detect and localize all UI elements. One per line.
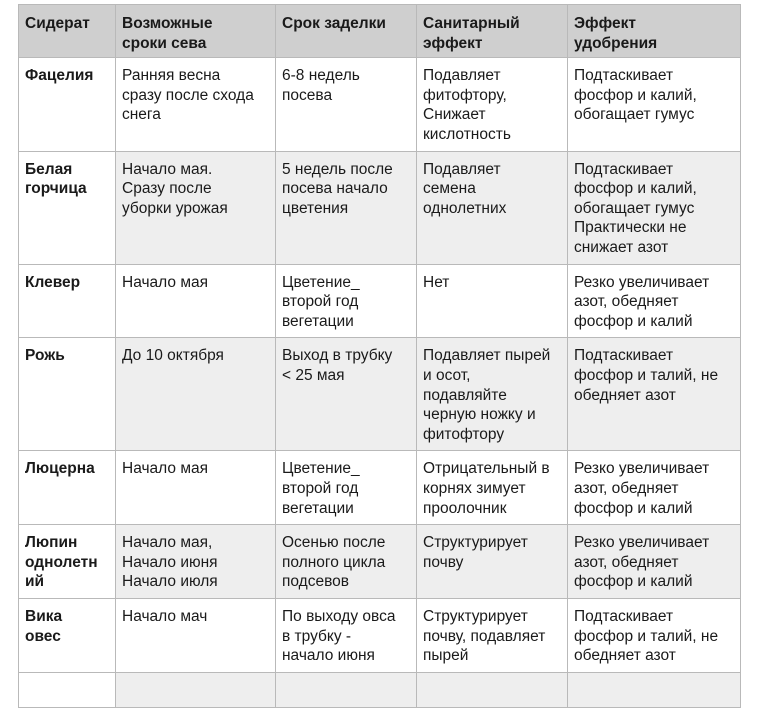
cell-incorporation: По выходу овса в трубку - начало июня <box>276 598 417 672</box>
cell-name: Люпин однолетн ий <box>19 525 116 599</box>
cell-fertilizer: Подтаскивает фосфор и калий, обогащает гумус Практически не снижает азот <box>568 151 741 264</box>
cell-fertilizer: Подтаскивает фосфор и калий, обогащает гумус <box>568 58 741 151</box>
header-sanitary-effect: Санитарный эффект <box>417 5 568 58</box>
cell-sanitary: Структурирует почву <box>417 525 568 599</box>
cell-sanitary: Нет <box>417 264 568 338</box>
cell-incorporation: Осенью после полного цикла подсевов <box>276 525 417 599</box>
cell-incorporation: Цветение_ второй год вегетации <box>276 451 417 525</box>
cell-sanitary: Подавляет семена однолетних <box>417 151 568 264</box>
cell-empty <box>276 672 417 707</box>
table-row <box>19 598 741 672</box>
table-row <box>19 525 741 599</box>
cell-empty <box>19 672 116 707</box>
cell-sowing: Начало мая <box>116 264 276 338</box>
header-sowing-dates: Возможные сроки сева <box>116 5 276 58</box>
cell-fertilizer: Резко увеличивает азот, обедняет фосфор и калий <box>568 264 741 338</box>
cell-empty <box>417 672 568 707</box>
table-row-partial <box>19 672 741 707</box>
cell-name: Вика овес <box>19 598 116 672</box>
header-fertilizer-effect: Эффект удобрения <box>568 5 741 58</box>
cell-sowing: Ранняя весна сразу после схода снега <box>116 58 276 151</box>
header-incorporation-time: Срок заделки <box>276 5 417 58</box>
table-row <box>19 264 741 338</box>
cell-incorporation: 5 недель после посева начало цветения <box>276 151 417 264</box>
cell-sowing: Начало мая. Сразу после уборки урожая <box>116 151 276 264</box>
cell-sanitary: Подавляет пырей и осот, подавляйте черную ножку и фитофтору <box>417 338 568 451</box>
cell-incorporation: Цветение_ второй год вегетации <box>276 264 417 338</box>
cell-fertilizer: Резко увеличивает азот, обедняет фосфор и калий <box>568 525 741 599</box>
cell-empty <box>568 672 741 707</box>
cell-incorporation: 6-8 недель посева <box>276 58 417 151</box>
header-green-manure: Сидерат <box>19 5 116 58</box>
cell-sanitary: Подавляет фитофтору, Снижает кислотность <box>417 58 568 151</box>
cell-name: Рожь <box>19 338 116 451</box>
cell-name: Белая горчица <box>19 151 116 264</box>
cell-empty <box>116 672 276 707</box>
table-row <box>19 338 741 451</box>
cell-fertilizer: Подтаскивает фосфор и талий, не обедняет азот <box>568 598 741 672</box>
table-row <box>19 58 741 151</box>
cell-name: Клевер <box>19 264 116 338</box>
table-row <box>19 451 741 525</box>
table-header-row <box>19 5 741 58</box>
cell-name: Фацелия <box>19 58 116 151</box>
cell-name: Люцерна <box>19 451 116 525</box>
cell-sowing: Начало мач <box>116 598 276 672</box>
cell-incorporation: Выход в трубку < 25 мая <box>276 338 417 451</box>
cell-fertilizer: Подтаскивает фосфор и талий, не обедняет азот <box>568 338 741 451</box>
cell-sowing: До 10 октября <box>116 338 276 451</box>
cell-sanitary: Отрицательный в корнях зимует проолочник <box>417 451 568 525</box>
table-row <box>19 151 741 264</box>
cell-sowing: Начало мая <box>116 451 276 525</box>
green-manure-table <box>18 4 741 708</box>
cell-sanitary: Структурирует почву, подавляет пырей <box>417 598 568 672</box>
cell-sowing: Начало мая, Начало июня Начало июля <box>116 525 276 599</box>
cell-fertilizer: Резко увеличивает азот, обедняет фосфор и калий <box>568 451 741 525</box>
